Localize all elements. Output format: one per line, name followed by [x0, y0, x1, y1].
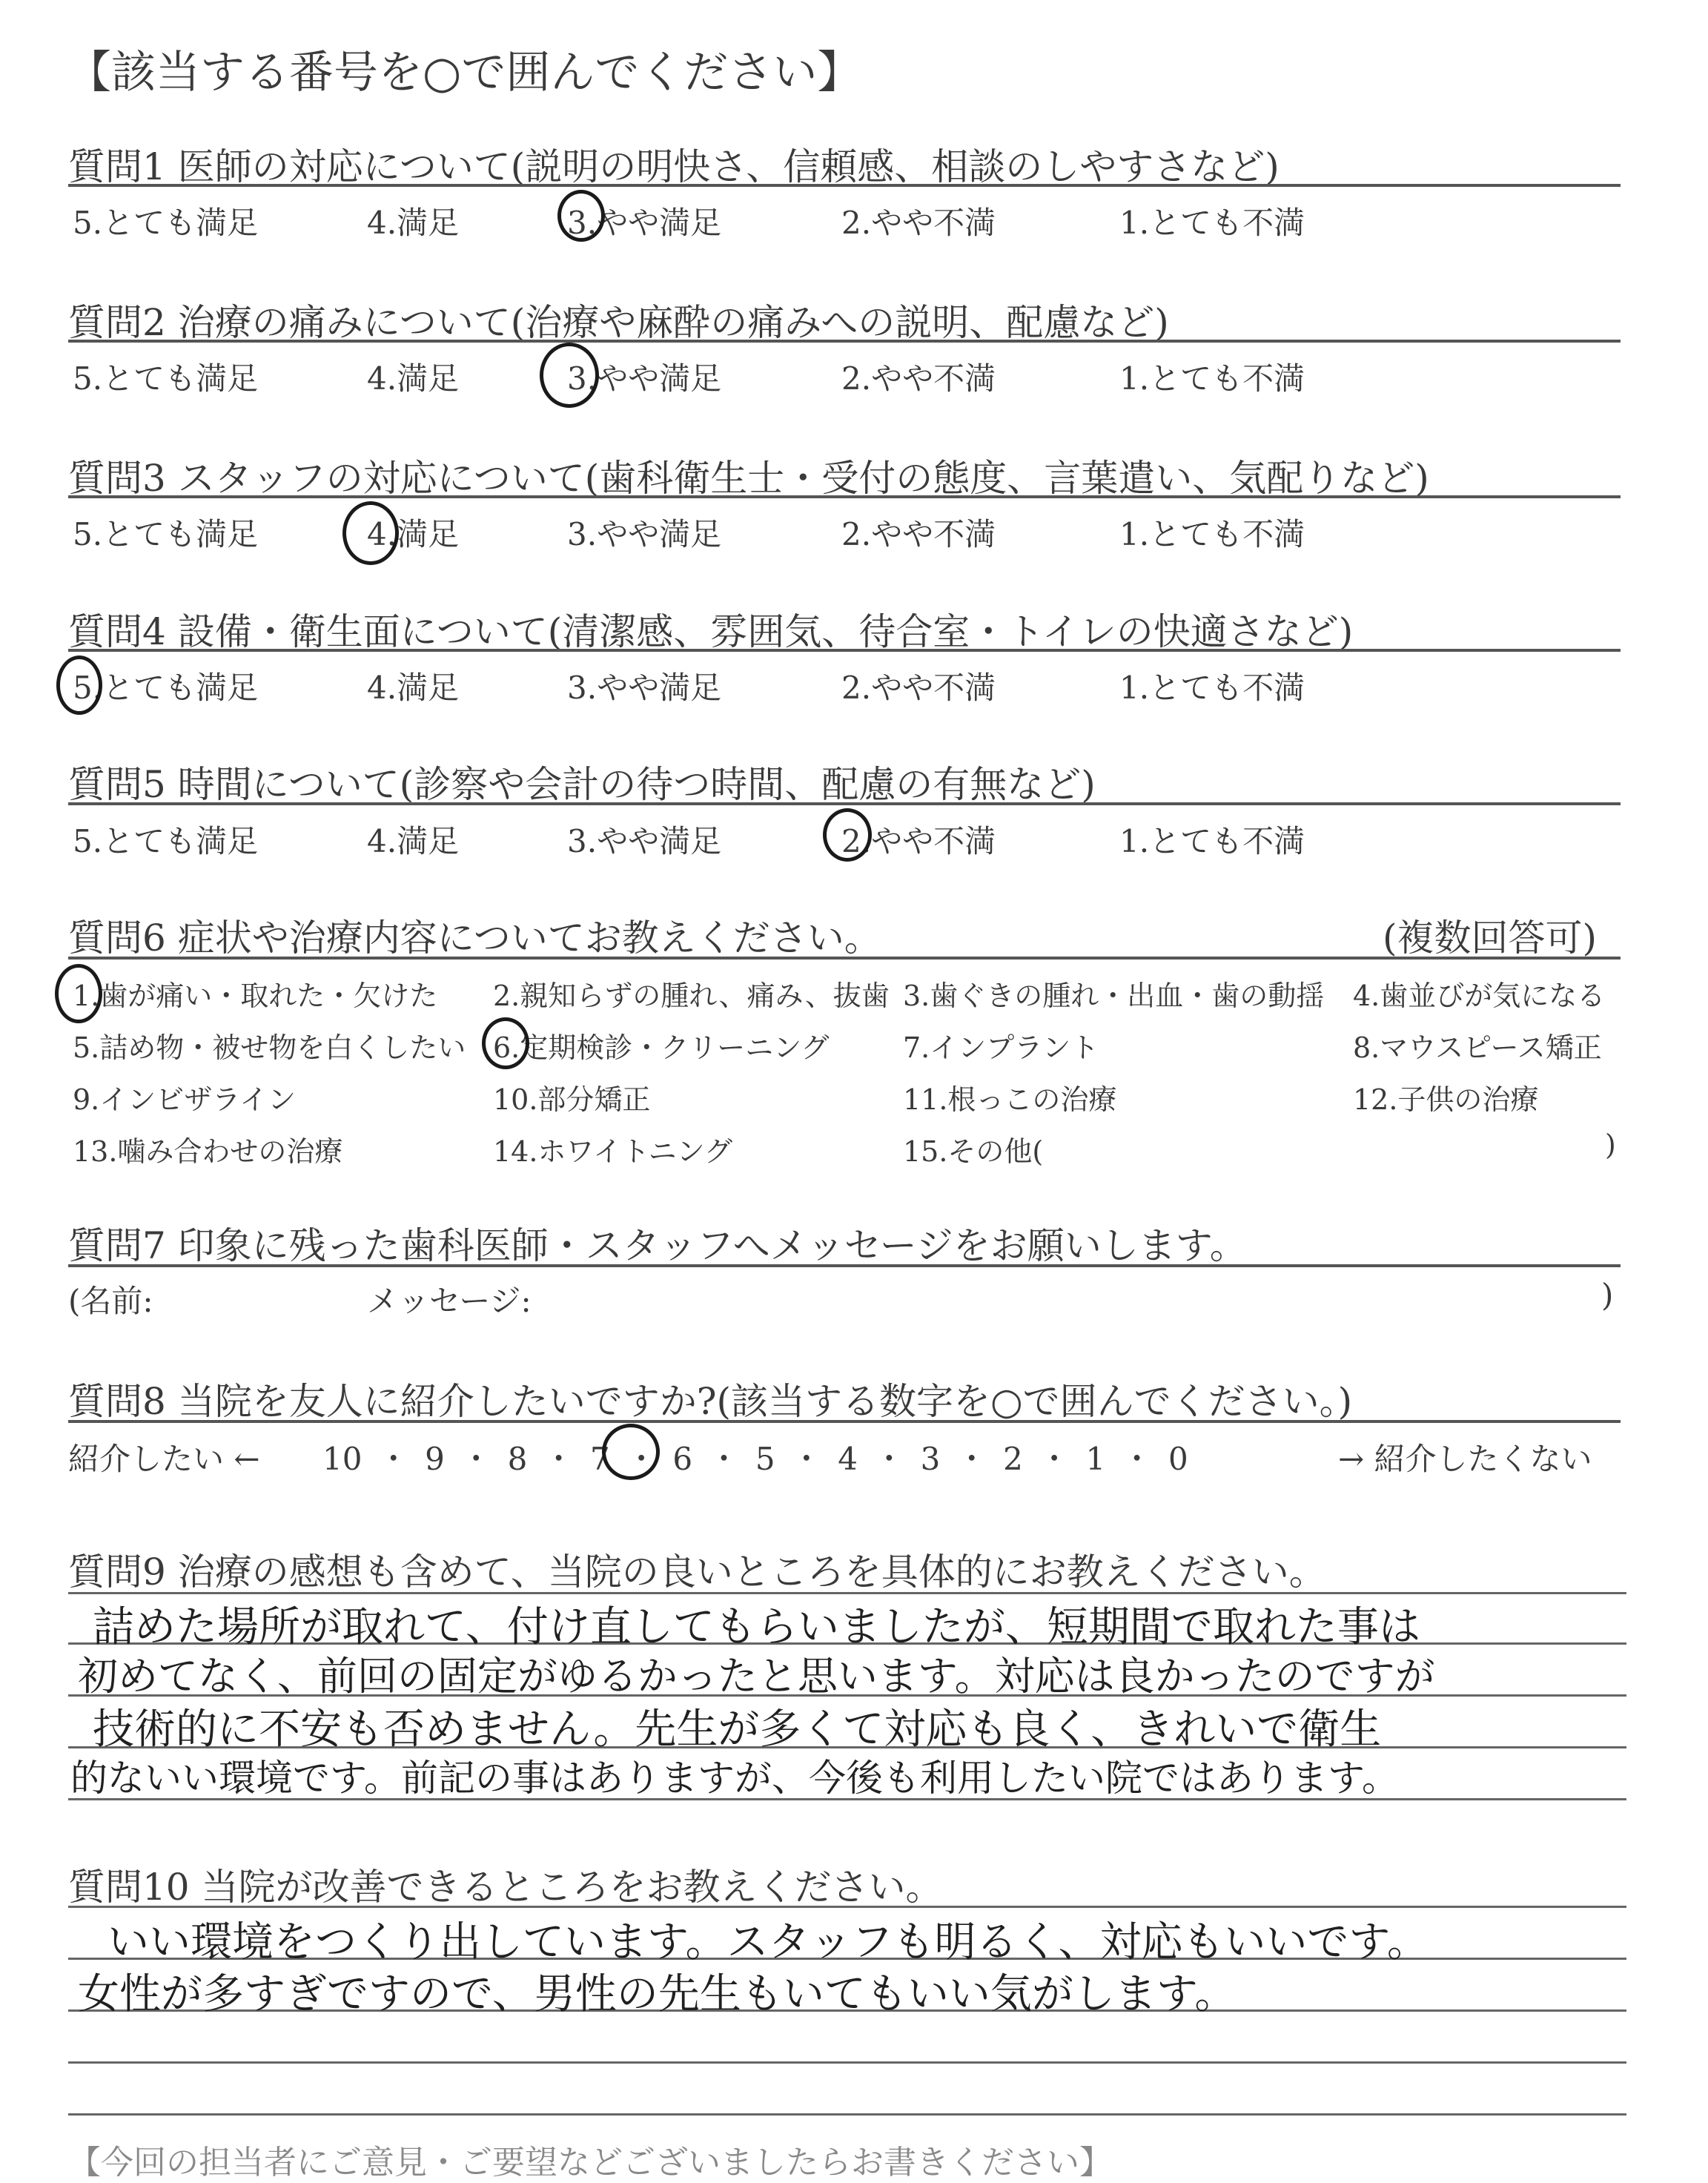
handwritten-line: いい環境をつくり出しています。スタッフも明るく、対応もいいです。 [107, 1918, 1429, 1966]
q2-option-1[interactable]: 1.とても不満 [1119, 360, 1305, 397]
answer-line [68, 2113, 1626, 2116]
q3-option-4[interactable]: 4.満足 [367, 516, 460, 552]
answer-circle [56, 655, 102, 715]
next-question-partial: 【今回の担当者にご意見・ご要望などございましたらお書きください】 [68, 2144, 1112, 2182]
recommend-scale[interactable]: 10 ・ 9 ・ 8 ・ 7 ・ 6 ・ 5 ・ 4 ・ 3 ・ 2 ・ 1 ・ 0 [322, 1441, 1188, 1477]
q6-item-8[interactable]: 8.マウスピース矯正 [1353, 1031, 1602, 1064]
q3-option-1[interactable]: 1.とても不満 [1119, 516, 1305, 552]
divider [68, 649, 1621, 652]
q6-item-7[interactable]: 7.インプラント [903, 1031, 1099, 1064]
scale-right-label: → 紹介したくない [1338, 1441, 1592, 1477]
q6-item-13[interactable]: 13.噛み合わせの治療 [73, 1135, 343, 1168]
q3-option-3[interactable]: 3.やや満足 [567, 516, 722, 552]
q6-item-15[interactable]: 15.その他( [903, 1135, 1044, 1168]
question-10-label: 質問10 当院が改善できるところをお教えください。 [68, 1866, 943, 1909]
answer-circle [557, 190, 605, 242]
q1-option-5[interactable]: 5.とても満足 [73, 205, 259, 241]
question-2-label: 質問2 治療の痛みについて(治療や麻酔の痛みへの説明、配慮など) [68, 301, 1169, 344]
answer-circle [342, 501, 399, 565]
q1-option-2[interactable]: 2.やや不満 [841, 205, 996, 241]
divider [68, 802, 1621, 805]
q5-option-5[interactable]: 5.とても満足 [73, 823, 259, 859]
question-3-label: 質問3 スタッフの対応について(歯科衛生士・受付の態度、言葉遣い、気配りなど) [68, 457, 1429, 500]
message-close-paren: ) [1601, 1277, 1614, 1313]
q6-item-10[interactable]: 10.部分矯正 [493, 1083, 651, 1116]
q4-option-2[interactable]: 2.やや不満 [841, 670, 996, 706]
q6-item-3[interactable]: 3.歯ぐきの腫れ・出血・歯の動揺 [903, 980, 1325, 1012]
divider [68, 340, 1621, 343]
question-4-label: 質問4 設備・衛生面について(清潔感、雰囲気、待合室・トイレの快適さなど) [68, 610, 1354, 653]
q1-option-1[interactable]: 1.とても不満 [1119, 205, 1305, 241]
q6-item-6[interactable]: 6.定期検診・クリーニング [493, 1031, 830, 1064]
handwritten-line: 詰めた場所が取れて、付け直してもらいましたが、短期間で取れた事は [93, 1603, 1420, 1651]
q5-option-4[interactable]: 4.満足 [367, 823, 460, 859]
q5-option-1[interactable]: 1.とても不満 [1119, 823, 1305, 859]
question-9-label: 質問9 治療の感想も含めて、当院の良いところを具体的にお教えください。 [68, 1550, 1326, 1594]
page-title: 【該当する番号を○で囲んでください】 [67, 47, 862, 99]
answer-line [68, 1906, 1626, 1908]
divider [68, 495, 1621, 498]
q6-item-2[interactable]: 2.親知らずの腫れ、痛み、抜歯 [493, 980, 890, 1012]
q3-option-2[interactable]: 2.やや不満 [841, 516, 996, 552]
scale-left-label: 紹介したい ← [68, 1441, 260, 1477]
q6-item-14[interactable]: 14.ホワイトニング [493, 1135, 733, 1168]
q1-option-3[interactable]: 3.やや満足 [567, 205, 722, 241]
answer-circle [823, 808, 872, 862]
q5-option-3[interactable]: 3.やや満足 [567, 823, 722, 859]
q2-option-2[interactable]: 2.やや不満 [841, 360, 996, 397]
q4-option-1[interactable]: 1.とても不満 [1119, 670, 1305, 706]
q2-option-5[interactable]: 5.とても満足 [73, 360, 259, 397]
q6-item-5[interactable]: 5.詰め物・被せ物を白くしたい [73, 1031, 466, 1064]
multiple-answer-note: (複数回答可) [1382, 917, 1597, 960]
q6-item-11[interactable]: 11.根っこの治療 [903, 1083, 1117, 1116]
question-7-label: 質問7 印象に残った歯科医師・スタッフへメッセージをお願いします。 [68, 1224, 1247, 1267]
handwritten-line: 初めてなく、前回の固定がゆるかったと思います。対応は良かったのですが [78, 1653, 1435, 1700]
answer-circle [540, 343, 599, 408]
answer-circle [55, 964, 102, 1023]
divider [68, 957, 1621, 960]
q2-option-3[interactable]: 3.やや満足 [567, 360, 722, 397]
question-6-label: 質問6 症状や治療内容についてお教えください。 [68, 917, 881, 960]
answer-circle [482, 1017, 529, 1069]
q4-option-4[interactable]: 4.満足 [367, 670, 460, 706]
question-5-label: 質問5 時間について(診察や会計の待つ時間、配慮の有無など) [68, 763, 1096, 806]
q6-item-1[interactable]: 1.歯が痛い・取れた・欠けた [73, 980, 438, 1012]
q4-option-5[interactable]: 5.とても満足 [73, 670, 259, 706]
answer-circle [602, 1424, 660, 1480]
handwritten-line: 女性が多すぎですので、男性の先生もいてもいい気がします。 [78, 1970, 1237, 2018]
q6-item-12[interactable]: 12.子供の治療 [1353, 1083, 1539, 1116]
question-8-label: 質問8 当院を友人に紹介したいですか?(該当する数字を○で囲んでください。) [68, 1380, 1353, 1423]
q3-option-5[interactable]: 5.とても満足 [73, 516, 259, 552]
q5-option-2[interactable]: 2.やや不満 [841, 823, 996, 859]
divider [68, 1420, 1621, 1423]
name-field-label: (名前: [68, 1283, 153, 1319]
handwritten-line: 技術的に不安も否めません。先生が多くて対応も良く、きれいで衛生 [93, 1705, 1382, 1754]
question-1-label: 質問1 医師の対応について(説明の明快さ、信頼感、相談のしやすさなど) [68, 145, 1280, 188]
q2-option-4[interactable]: 4.満足 [367, 360, 460, 397]
q6-item-4[interactable]: 4.歯並びが気になる [1353, 980, 1606, 1012]
q6-item-9[interactable]: 9.インビザライン [73, 1083, 297, 1116]
handwritten-line: 的ないい環境です。前記の事はありますが、今後も利用したい院ではあります。 [70, 1757, 1399, 1800]
divider [68, 1264, 1621, 1267]
q1-option-4[interactable]: 4.満足 [367, 205, 460, 241]
q6-other-close-paren: ) [1605, 1129, 1616, 1161]
answer-line [68, 2061, 1626, 2064]
divider [68, 184, 1621, 187]
q4-option-3[interactable]: 3.やや満足 [567, 670, 722, 706]
message-field-label: メッセージ: [367, 1283, 532, 1319]
